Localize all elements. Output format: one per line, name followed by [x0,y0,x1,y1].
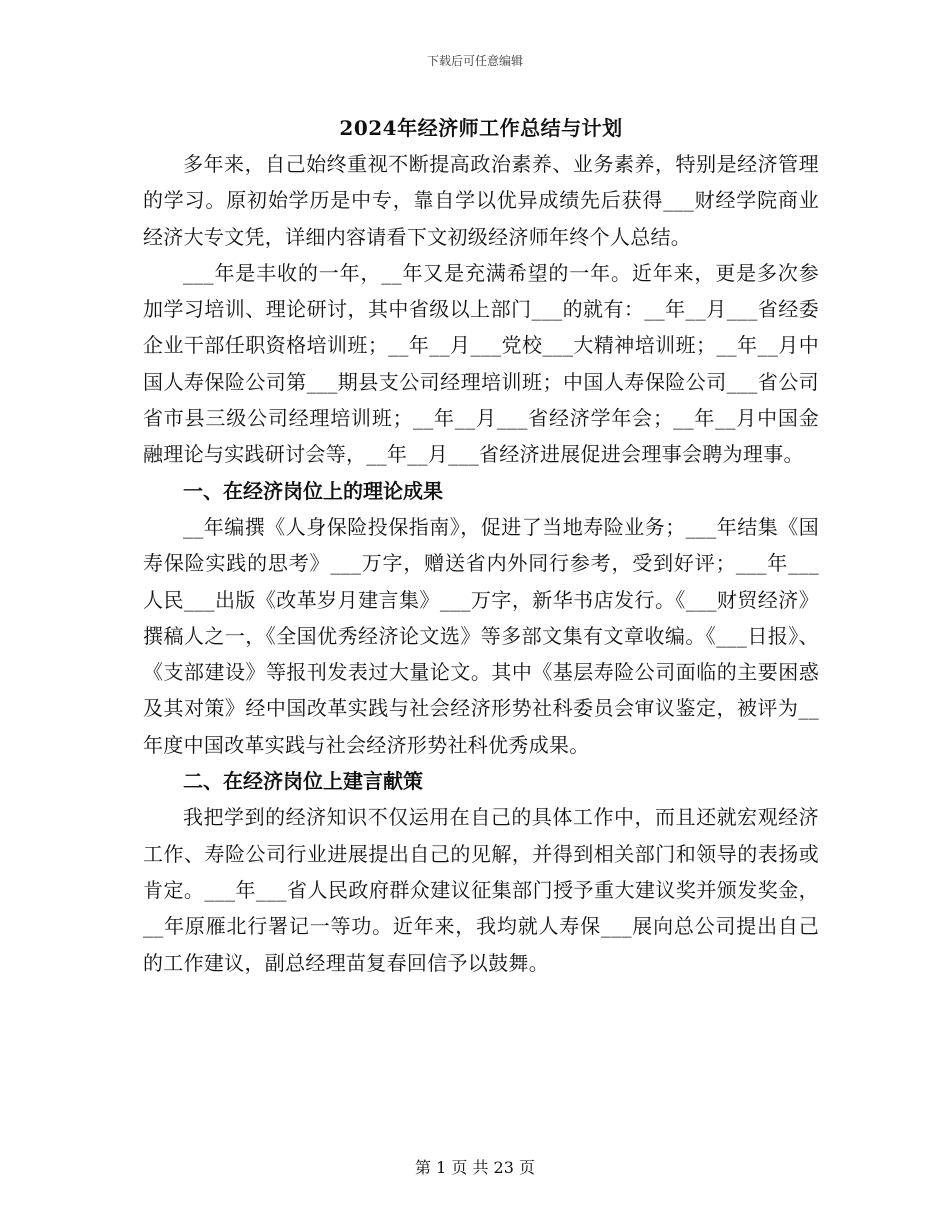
paragraph-theory-results: __年编撰《人身保险投保指南》，促进了当地寿险业务；___年结集《国寿保险实践的思考》___万字，赠送省内外同行参考，受到好评；___年___人民___出版《改革岁月建言集》___万字，新华书店发行。《___财贸经济》撰稿人之一，《全国优秀经济论文选》等多部文集有文章收编。《___日报》、《支部建设》等报刊发表过大量论文。其中《基层寿险公司面临的主要困惑及其对策》经中国改革实践与社会经济形势社科委员会审议鉴定，被评为__年度中国改革实践与社会经济形势社科优秀成果。 [143,514,819,757]
page-number: 第 1 页 共 23 页 [415,1158,535,1177]
section-heading-1: 一、在经济岗位上的理论成果 [183,478,443,503]
paragraph-intro: 多年来，自己始终重视不断提高政治素养、业务素养，特别是经济管理的学习。原初始学历是中专，靠自学以优异成绩先后获得___财经学院商业经济大专文凭，详细内容请看下文初级经济师年终个人总结。 [143,152,819,249]
paragraph-training: ___年是丰收的一年，__年又是充满希望的一年。近年来，更是多次参加学习培训、理论研讨，其中省级以上部门___的就有：__年__月___省经委企业干部任职资格培训班；__年__月___党校___大精神培训班；__年__月中国人寿保险公司第___期县支公司经理培训班；中国人寿保险公司___省公司省市县三级公司经理培训班；__年__月___省经济学年会；__年__月中国金融理论与实践研讨会等，__年__月___省经济进展促进会理事会聘为理事。 [143,260,819,467]
document-title: 2024年经济师工作总结与计划 [339,116,623,140]
page-header-note: 下载后可任意编辑 [426,54,523,68]
paragraph-suggestions: 我把学到的经济知识不仅运用在自己的具体工作中，而且还就宏观经济工作、寿险公司行业进展提出自己的见解，并得到相关部门和领导的表扬或肯定。___年___省人民政府群众建议征集部门授予重大建议奖并颁发奖金，__年原雁北行署记一等功。近年来，我均就人寿保___展向总公司提出自己的工作建议，副总经理苗复春回信予以鼓舞。 [143,805,819,975]
document-body [143,110,819,981]
section-heading-2: 二、在经济岗位上建言献策 [183,769,423,794]
